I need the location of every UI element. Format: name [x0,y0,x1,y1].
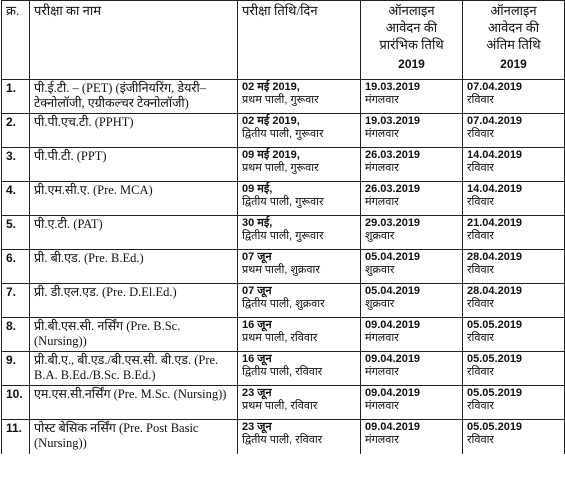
row-serial: 7. [2,284,30,318]
row-exam-date-cell [238,284,361,318]
row-exam-date-cell [238,420,361,454]
row-start-day: मंगलवार [365,434,399,446]
row-start-cell [361,216,463,250]
row-end-day: रविवार [467,94,494,106]
row-exam-shift-day: प्रथम पाली, शुक्रवार [242,264,320,276]
row-exam-shift-day: द्वितीय पाली, रविवार [242,434,323,446]
table-row [2,80,565,114]
row-exam-shift-day: द्वितीय पाली, गुरूवार [242,196,324,208]
row-serial: 9. [2,352,30,386]
row-start-date: 09.04.2019 [365,353,421,365]
row-start-date: 05.04.2019 [365,285,421,297]
row-serial: 5. [2,216,30,250]
row-start-date: 09.04.2019 [365,387,421,399]
row-exam-shift-day: प्रथम पाली, रविवार [242,332,318,344]
header-start-line: प्रारंभिक तिथि [379,37,444,52]
row-serial: 8. [2,318,30,352]
row-exam-name: प्री. बी.एड. (Pre. B.Ed.) [30,250,238,284]
row-exam-name: प्री.बी.एस.सी. नर्सिंग (Pre. B.Sc. (Nursing)) [30,318,238,352]
row-exam-date: 07 जून [242,285,272,297]
row-exam-shift-day: द्वितीय पाली, गुरूवार [242,128,324,140]
row-serial: 1. [2,80,30,114]
table-row [2,318,565,352]
row-start-cell [361,386,463,420]
row-start-day: शुक्रवार [365,298,395,310]
header-start-date [361,1,463,80]
header-end-line: आवेदन की [487,20,540,35]
row-start-day: शुक्रवार [365,230,395,242]
header-end-line: ऑनलाइन [490,3,537,18]
row-start-date: 05.04.2019 [365,251,421,263]
row-exam-date-cell [238,80,361,114]
row-exam-date: 09 मई 2019, [242,149,300,161]
exam-schedule-table [1,0,565,454]
row-start-date: 29.03.2019 [365,217,421,229]
row-exam-date-cell [238,386,361,420]
row-serial: 4. [2,182,30,216]
row-start-cell [361,284,463,318]
row-serial: 3. [2,148,30,182]
row-start-day: मंगलवार [365,128,399,140]
row-exam-shift-day: प्रथम पाली, गुरूवार [242,94,319,106]
row-start-day: मंगलवार [365,332,399,344]
row-exam-date: 02 मई 2019, [242,81,300,93]
row-start-date: 19.03.2019 [365,115,421,127]
row-start-date: 09.04.2019 [365,421,421,433]
row-end-cell [463,182,565,216]
header-serial: क्र. [2,1,30,80]
header-start-line: ऑनलाइन [388,3,435,18]
row-start-day: मंगलवार [365,196,399,208]
row-end-date: 21.04.2019 [467,217,523,229]
row-exam-shift-day: प्रथम पाली, गुरूवार [242,162,319,174]
table-row [2,216,565,250]
table-row [2,352,565,386]
table-row [2,284,565,318]
row-end-date: 05.05.2019 [467,421,523,433]
header-start-year: 2019 [398,57,425,71]
table-body [2,80,565,454]
table-row [2,182,565,216]
row-end-date: 05.05.2019 [467,319,523,331]
row-exam-name: पोस्ट बेसिक नर्सिंग (Pre. Post Basic (Nursing)) [30,420,238,454]
row-exam-date-cell [238,182,361,216]
header-end-year: 2019 [500,57,527,71]
row-end-date: 07.04.2019 [467,81,523,93]
row-start-day: मंगलवार [365,400,399,412]
header-exam-name: परीक्षा का नाम [30,1,238,80]
row-start-cell [361,80,463,114]
row-start-cell [361,420,463,454]
row-end-day: रविवार [467,162,494,174]
row-exam-date-cell [238,250,361,284]
row-exam-shift-day: प्रथम पाली, रविवार [242,400,318,412]
row-end-day: रविवार [467,400,494,412]
row-end-cell [463,250,565,284]
table-row [2,148,565,182]
row-exam-date-cell [238,352,361,386]
row-exam-date: 09 मई, [242,183,273,195]
header-start-line: आवेदन की [385,20,438,35]
row-start-day: शुक्रवार [365,264,395,276]
row-end-cell [463,420,565,454]
row-exam-shift-day: द्वितीय पाली, गुरूवार [242,230,324,242]
row-exam-date-cell [238,216,361,250]
row-end-day: रविवार [467,298,494,310]
row-exam-date: 23 जून [242,387,272,399]
row-start-cell [361,352,463,386]
row-end-cell [463,80,565,114]
row-exam-date-cell [238,148,361,182]
row-start-cell [361,148,463,182]
row-end-cell [463,114,565,148]
row-exam-date: 07 जून [242,251,272,263]
row-exam-shift-day: द्वितीय पाली, शुक्रवार [242,298,325,310]
row-end-cell [463,216,565,250]
row-end-cell [463,284,565,318]
row-exam-name: प्री. डी.एल.एड. (Pre. D.El.Ed.) [30,284,238,318]
row-end-cell [463,386,565,420]
row-start-date: 19.03.2019 [365,81,421,93]
header-row [2,1,565,80]
row-start-cell [361,250,463,284]
row-exam-name: प्री.एम.सी.ए. (Pre. MCA) [30,182,238,216]
row-start-cell [361,318,463,352]
row-end-date: 14.04.2019 [467,149,523,161]
table-row [2,114,565,148]
row-start-date: 09.04.2019 [365,319,421,331]
row-end-cell [463,318,565,352]
row-end-cell [463,352,565,386]
row-end-day: रविवार [467,196,494,208]
row-exam-shift-day: द्वितीय पाली, रविवार [242,366,323,378]
row-end-day: रविवार [467,434,494,446]
row-end-day: रविवार [467,264,494,276]
row-exam-name: पी.ए.टी. (PAT) [30,216,238,250]
row-end-day: रविवार [467,366,494,378]
row-start-cell [361,182,463,216]
row-start-date: 26.03.2019 [365,149,421,161]
header-exam-date: परीक्षा तिथि/दिन [238,1,361,80]
row-exam-date: 16 जून [242,319,272,331]
row-start-day: मंगलवार [365,94,399,106]
row-exam-name: प्री.बी.ए., बी.एड./बी.एस.सी. बी.एड. (Pre. B.A. B.Ed./B.Sc. B.Ed.) [30,352,238,386]
row-exam-name: पी.ई.टी. – (PET) (इंजीनियरिंग, डेयरी– टेक्नोलॉजी, एग्रीकल्चर टेक्नोलॉजी) [30,80,238,114]
row-exam-date: 30 मई, [242,217,273,229]
row-exam-date: 02 मई 2019, [242,115,300,127]
table-row [2,250,565,284]
row-serial: 10. [2,386,30,420]
row-start-date: 26.03.2019 [365,183,421,195]
row-start-day: मंगलवार [365,162,399,174]
row-exam-name: पी.पी.टी. (PPT) [30,148,238,182]
row-end-day: रविवार [467,128,494,140]
row-start-cell [361,114,463,148]
table-row [2,420,565,454]
row-end-date: 28.04.2019 [467,285,523,297]
row-serial: 2. [2,114,30,148]
row-exam-date-cell [238,114,361,148]
row-end-date: 05.05.2019 [467,387,523,399]
row-exam-name: एम.एस.सी.नर्सिंग (Pre. M.Sc. (Nursing)) [30,386,238,420]
row-end-day: रविवार [467,332,494,344]
table-row [2,386,565,420]
row-exam-date: 16 जून [242,353,272,365]
row-exam-date: 23 जून [242,421,272,433]
header-end-date [463,1,565,80]
row-end-date: 07.04.2019 [467,115,523,127]
row-serial: 6. [2,250,30,284]
row-exam-date-cell [238,318,361,352]
row-end-date: 14.04.2019 [467,183,523,195]
row-end-cell [463,148,565,182]
row-end-date: 05.05.2019 [467,353,523,365]
row-serial: 11. [2,420,30,454]
row-start-day: मंगलवार [365,366,399,378]
row-exam-name: पी.पी.एच.टी. (PPHT) [30,114,238,148]
row-end-date: 28.04.2019 [467,251,523,263]
header-end-line: अंतिम तिथि [486,37,541,52]
row-end-day: रविवार [467,230,494,242]
